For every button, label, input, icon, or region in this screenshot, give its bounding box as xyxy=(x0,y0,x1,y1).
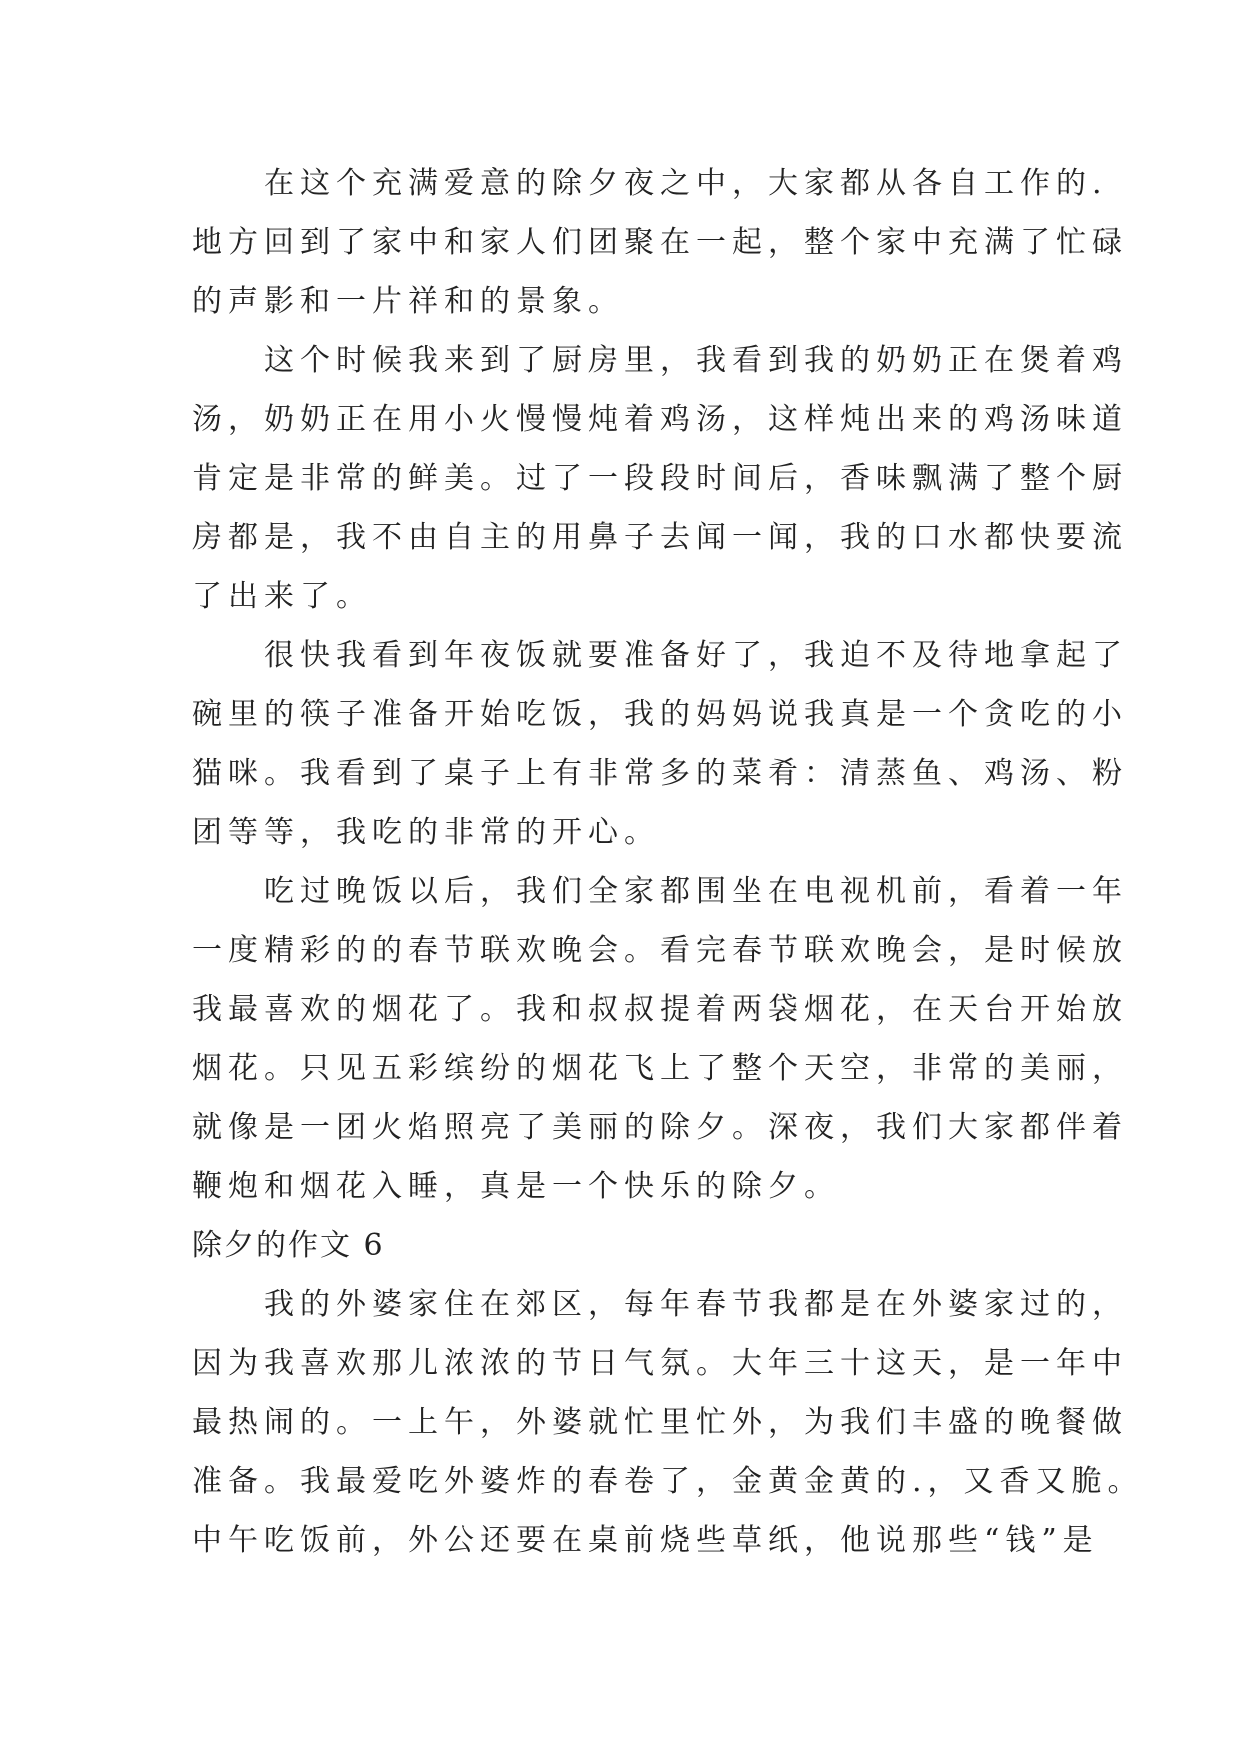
text-line: 团等等，我吃的非常的开心。 xyxy=(192,815,660,850)
text-line: 很快我看到年夜饭就要准备好了，我迫不及待地拿起了 xyxy=(192,638,1128,673)
document-body xyxy=(192,154,1144,1570)
text-line: 一度精彩的的春节联欢晚会。看完春节联欢晚会，是时候放 xyxy=(192,933,1128,968)
paragraph-family-reunion xyxy=(192,154,1128,331)
text-line: 汤，奶奶正在用小火慢慢炖着鸡汤，这样炖出来的鸡汤味道 xyxy=(192,402,1128,437)
paragraph-fireworks xyxy=(192,862,1128,1216)
text-line: 我最喜欢的烟花了。我和叔叔提着两袋烟花，在天台开始放 xyxy=(192,992,1128,1027)
text-line: 地方回到了家中和家人们团聚在一起，整个家中充满了忙碌 xyxy=(192,225,1128,260)
text-line: 最热闹的。一上午，外婆就忙里忙外，为我们丰盛的晚餐做 xyxy=(192,1405,1128,1440)
text-line: 了出来了。 xyxy=(192,579,372,614)
paragraph-grandma-house xyxy=(192,1275,1144,1570)
paragraph-dinner xyxy=(192,626,1128,862)
section-title: 除夕的作文 6 xyxy=(192,1228,385,1263)
text-line: 中午吃饭前，外公还要在桌前烧些草纸，他说那些“钱”是 xyxy=(192,1523,1099,1558)
text-line: 我的外婆家住在郊区，每年春节我都是在外婆家过的， xyxy=(192,1287,1128,1322)
text-line: 肯定是非常的鲜美。过了一段段时间后，香味飘满了整个厨 xyxy=(192,461,1128,496)
text-line: 房都是，我不由自主的用鼻子去闻一闻，我的口水都快要流 xyxy=(192,520,1128,555)
text-line: 鞭炮和烟花入睡，真是一个快乐的除夕。 xyxy=(192,1169,840,1204)
text-line: 烟花。只见五彩缤纷的烟花飞上了整个天空，非常的美丽， xyxy=(192,1051,1128,1086)
text-line: 碗里的筷子准备开始吃饭，我的妈妈说我真是一个贪吃的小 xyxy=(192,697,1128,732)
text-line: 在这个充满爱意的除夕夜之中，大家都从各自工作的. xyxy=(192,166,1108,201)
text-line: 就像是一团火焰照亮了美丽的除夕。深夜，我们大家都伴着 xyxy=(192,1110,1128,1145)
text-line: 猫咪。我看到了桌子上有非常多的菜肴：清蒸鱼、鸡汤、粉 xyxy=(192,756,1128,791)
paragraph-kitchen xyxy=(192,331,1128,626)
text-line: 这个时候我来到了厨房里，我看到我的奶奶正在煲着鸡 xyxy=(192,343,1128,378)
text-line: 准备。我最爱吃外婆炸的春卷了，金黄金黄的.，又香又脆。 xyxy=(192,1464,1144,1499)
text-line: 吃过晚饭以后，我们全家都围坐在电视机前，看着一年 xyxy=(192,874,1128,909)
text-line: 因为我喜欢那儿浓浓的节日气氛。大年三十这天，是一年中 xyxy=(192,1346,1128,1381)
text-line: 的声影和一片祥和的景象。 xyxy=(192,284,624,319)
